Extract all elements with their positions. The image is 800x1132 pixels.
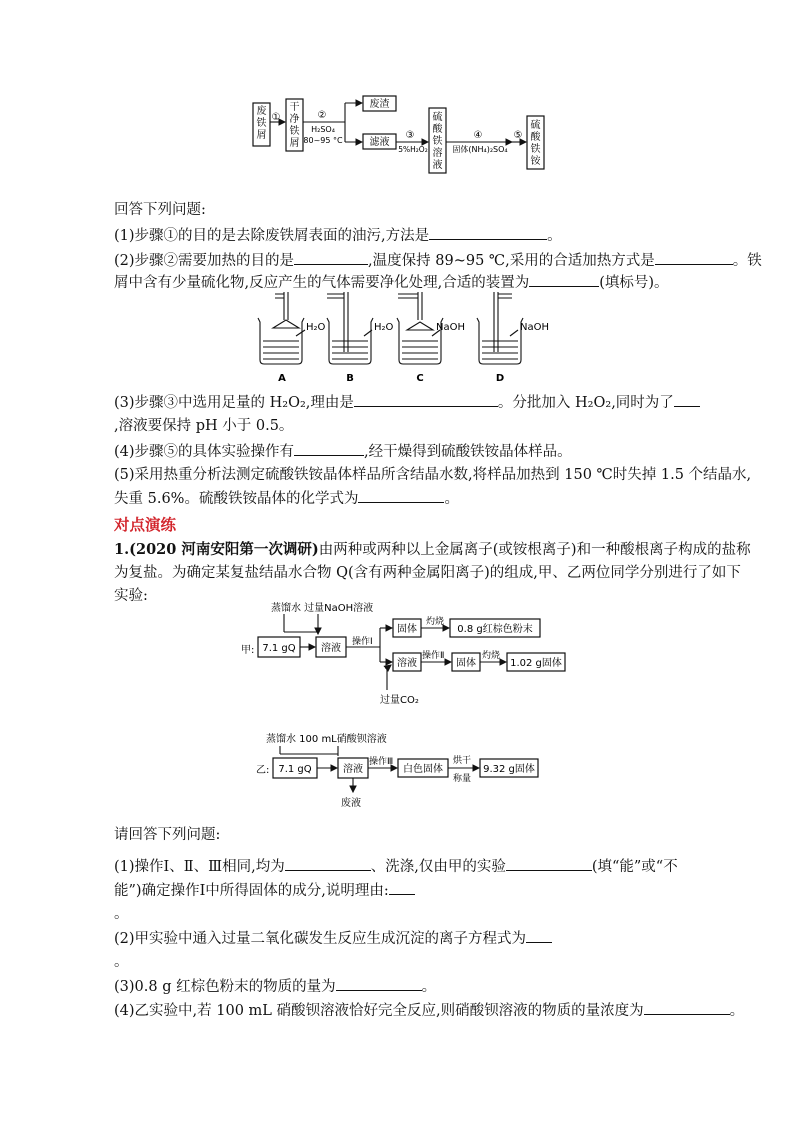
svg-text:液: 液 [432,160,443,171]
flowB-dry: 烘干 [453,756,472,766]
condition-temp: 80~95 °C [303,136,343,145]
step-4: ④ [473,130,483,141]
question-2-line-2: 屑中含有少量硫化物,反应产生的气体需要净化处理,合适的装置为 (填标号)。 [114,272,669,293]
intro-text: 回答下列问题: [114,202,206,218]
question-3-line-2: ,溶液要保持 pH 小于 0.5。 [114,418,294,434]
question-5-line-1: (5)采用热重分析法测定硫酸铁铵晶体样品所含结晶水数,将样品加热到 150 ℃时失掉 1.5 个结晶水, [114,467,752,483]
svg-text:溶: 溶 [432,148,443,159]
svg-text:酸: 酸 [432,124,443,135]
apparatus-b [327,292,394,384]
problem-1-line-3: 实验: [114,588,148,604]
liquid-a: H₂O [306,322,326,333]
answer-1-line-2: 能”)确定操作Ⅰ中所得固体的成分,说明理由: [114,880,415,901]
flowB-weigh: 称量 [453,774,472,784]
label-d: D [495,373,505,384]
problem-1-line-2: 为复盐。为确定某复盐结晶水合物 Q(含有两种金属阳离子)的组成,甲、乙两位同学分别进行了如下 [114,565,741,581]
svg-text:废渣: 废渣 [369,99,390,110]
condition-nh4so4: 固体(NH₄)₂SO₄ [452,145,508,154]
condition-h2so4: H₂SO₄ [311,125,335,134]
svg-text:铁: 铁 [289,126,300,137]
question-2-line-1: (2)步骤②需要加热的目的是 ,温度保持 89~95 ℃,采用的合适加热方式是 。铁 [114,250,762,271]
step-1: ① [271,112,281,123]
gas-absorption-apparatus [0,290,800,390]
question-3-line-1: (3)步骤③中选用足量的 H₂O₂,理由是 。分批加入 H₂O₂,同时为了 [114,392,700,413]
svg-text:干: 干 [289,102,300,113]
svg-text:硫: 硫 [432,112,443,123]
flowA-op2: 操作Ⅱ [422,651,445,661]
svg-text:屑: 屑 [289,138,300,149]
flowA-prefix: 甲: [241,645,255,656]
flowB-op3: 操作Ⅲ [369,757,394,767]
svg-text:溶液: 溶液 [343,764,363,775]
svg-text:铵: 铵 [530,156,541,167]
box1-char: 铁 [256,118,267,129]
liquid-b: H₂O [374,322,394,333]
svg-text:溶液: 溶液 [397,658,417,669]
condition-h2o2: 5%H₂O₂ [398,145,428,154]
step-5: ⑤ [513,130,523,141]
process-flowchart [0,0,800,200]
flowA-co2: 过量CO₂ [380,695,419,706]
step-2: ② [317,110,327,121]
svg-text:溶液: 溶液 [321,643,341,654]
experiment-flowchart-yi [0,712,800,812]
label-c: C [416,373,424,384]
flowA-burn1: 灼烧 [426,617,445,627]
liquid-d: NaOH [520,322,549,333]
svg-text:铁: 铁 [432,136,443,147]
svg-text:铁: 铁 [530,144,541,155]
svg-text:1.02 g固体: 1.02 g固体 [510,658,562,669]
problem-1-line-1: 1.(2020 河南安阳第一次调研)由两种或两种以上金属离子(或铵根离子)和一种酸根离子构成的盐称 [114,541,751,558]
liquid-c: NaOH [436,322,465,333]
answer-2-line-2: 。 [114,954,129,970]
answer-3: (3)0.8 g 红棕色粉末的物质的量为 。 [114,976,436,997]
flowA-op1: 操作Ⅰ [352,637,373,647]
answer-1-line-1: (1)操作Ⅰ、Ⅱ、Ⅲ相同,均为 、洗涤,仅由甲的实验 (填“能”或“不 [114,856,678,877]
label-a: A [278,373,286,384]
flowB-reagents: 蒸馏水 100 mL硝酸钡溶液 [266,734,387,745]
section-title: 对点演练 [114,516,177,534]
flowB-prefix: 乙: [256,765,270,776]
svg-text:白色固体: 白色固体 [403,764,443,775]
question-4: (4)步骤⑤的具体实验操作有 ,经干燥得到硫酸铁铵晶体样品。 [114,441,572,462]
label-b: B [346,373,354,384]
box1-char: 废 [256,106,267,117]
svg-text:酸: 酸 [530,132,541,143]
question-1: (1)步骤①的目的是去除废铁屑表面的油污,方法是 。 [114,225,562,246]
answer-2-line-1: (2)甲实验中通入过量二氧化碳发生反应生成沉淀的离子方程式为 [114,928,552,949]
ask-text: 请回答下列问题: [114,827,221,843]
flowA-burn2: 灼烧 [482,651,501,661]
answer-1-line-3: 。 [114,906,129,922]
svg-text:净: 净 [289,114,300,125]
apparatus-a [258,292,326,384]
svg-text:固体: 固体 [456,658,476,669]
svg-text:7.1 gQ: 7.1 gQ [278,764,312,775]
svg-text:固体: 固体 [397,624,417,635]
apparatus-c [397,292,465,384]
step-3: ③ [405,130,415,141]
svg-text:9.32 g固体: 9.32 g固体 [483,764,535,775]
svg-text:0.8 g红棕色粉末: 0.8 g红棕色粉末 [457,624,533,635]
experiment-flowchart-jia [0,600,800,710]
flowB-waste: 废液 [341,798,361,809]
box1-char: 屑 [256,130,267,141]
flowA-reagents: 蒸馏水 过量NaOH溶液 [271,603,374,614]
question-5-line-2: 失重 5.6%。硫酸铁铵晶体的化学式为 。 [114,488,459,509]
svg-text:7.1 gQ: 7.1 gQ [262,643,296,654]
apparatus-d [477,292,549,384]
svg-text:滤液: 滤液 [369,137,390,148]
answer-4: (4)乙实验中,若 100 mL 硝酸钡溶液恰好完全反应,则硝酸钡溶液的物质的量浓度为 。 [114,1000,744,1021]
svg-text:硫: 硫 [530,120,541,131]
